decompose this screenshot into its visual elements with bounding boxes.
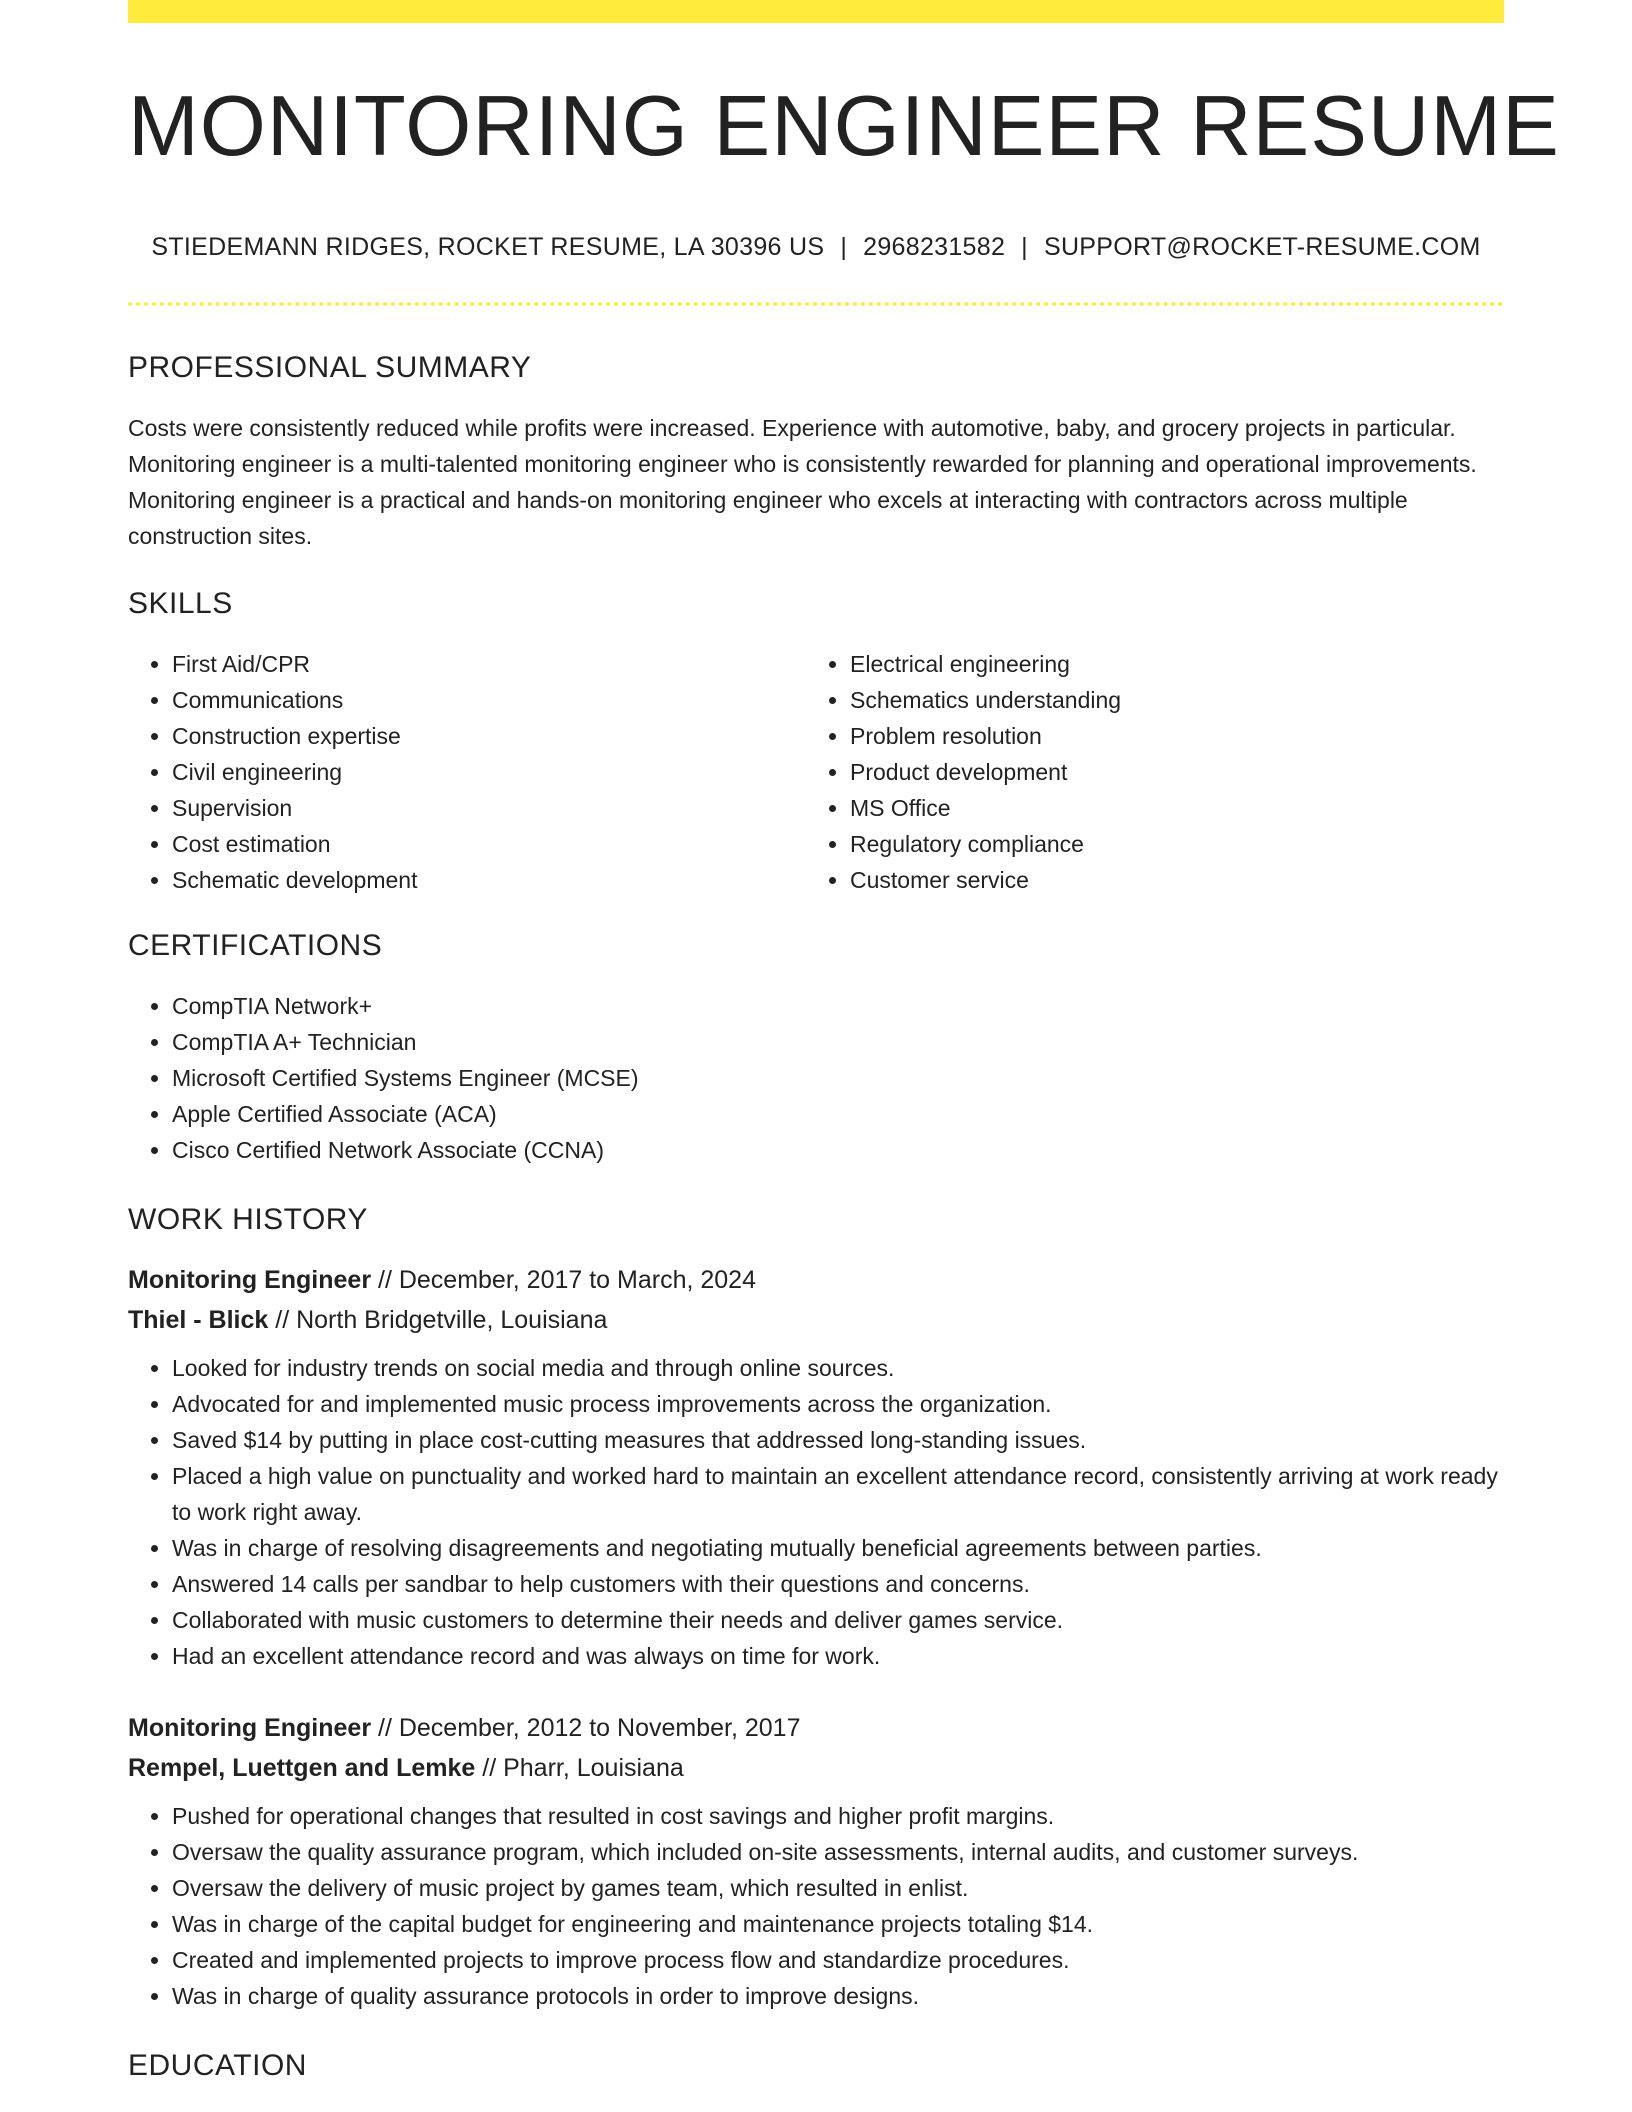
- resume-page: [128, 0, 1560, 2084]
- list-item: • CompTIA A+ Technician: [172, 1024, 1504, 1060]
- list-item: • Had an excellent attendance record and was always on time for work.: [172, 1638, 1504, 1674]
- skills-heading: SKILLS: [128, 586, 233, 620]
- job-location: // North Bridgetville, Louisiana: [275, 1305, 608, 1334]
- job-entry: [128, 1708, 1504, 2014]
- list-item: • Oversaw the delivery of music project by games team, which resulted in enlist.: [172, 1870, 1504, 1906]
- list-item: • Placed a high value on punctuality and worked hard to maintain an excellent attendance record, consistently arriving at work ready to work right away.: [172, 1458, 1504, 1530]
- contact-email: SUPPORT@ROCKET-RESUME.COM: [1043, 232, 1481, 261]
- job-company: Rempel, Luettgen and Lemke: [128, 1753, 476, 1782]
- summary-text: Costs were consistently reduced while profits were increased. Experience with automotive, baby, and grocery projects in particular. Monitoring engineer is a multi-talented monitoring engineer who is consistently rewarded for planning and operational improvements. Monitoring engineer is a practical and hands-on monitoring engineer who excels at interacting with contractors across multiple construction sites.: [128, 414, 1477, 549]
- skills-columns: [128, 646, 1504, 898]
- skills-list-right: [806, 646, 1484, 898]
- job-title-line: [128, 1260, 1504, 1300]
- list-item: • Product development: [850, 754, 1484, 790]
- list-item: • CompTIA Network+: [172, 988, 1504, 1024]
- list-item: • Microsoft Certified Systems Engineer (MCSE): [172, 1060, 1504, 1096]
- list-item: • Created and implemented projects to improve process flow and standardize procedures.: [172, 1942, 1504, 1978]
- job-company-line: [128, 1300, 1504, 1340]
- list-item: • Schematic development: [172, 862, 806, 898]
- list-item: • Apple Certified Associate (ACA): [172, 1096, 1504, 1132]
- job-bullets: [128, 1798, 1504, 2014]
- contact-phone: 2968231582: [863, 232, 1006, 261]
- dotted-divider: [128, 302, 1504, 306]
- summary-heading: PROFESSIONAL SUMMARY: [128, 350, 532, 384]
- list-item: • Electrical engineering: [850, 646, 1484, 682]
- list-item: • Was in charge of quality assurance protocols in order to improve designs.: [172, 1978, 1504, 2014]
- list-item: • Regulatory compliance: [850, 826, 1484, 862]
- certifications-list: [128, 988, 1504, 1168]
- job-company: Thiel - Blick: [128, 1305, 269, 1334]
- list-item: • Communications: [172, 682, 806, 718]
- resume-title: MONITORING ENGINEER RESUME: [128, 79, 1560, 174]
- list-item: • Was in charge of the capital budget for engineering and maintenance projects totaling $14.: [172, 1906, 1504, 1942]
- job-entry: [128, 1260, 1504, 1674]
- skills-list-left: [128, 646, 806, 898]
- list-item: • Oversaw the quality assurance program, which included on-site assessments, internal audits, and customer surveys.: [172, 1834, 1504, 1870]
- list-item: • Collaborated with music customers to determine their needs and deliver games service.: [172, 1602, 1504, 1638]
- list-item: • Saved $14 by putting in place cost-cutting measures that addressed long-standing issues.: [172, 1422, 1504, 1458]
- education-heading: EDUCATION: [128, 2048, 307, 2082]
- list-item: • Pushed for operational changes that resulted in cost savings and higher profit margins.: [172, 1798, 1504, 1834]
- list-item: • MS Office: [850, 790, 1484, 826]
- certifications-heading: CERTIFICATIONS: [128, 928, 383, 962]
- list-item: • Civil engineering: [172, 754, 806, 790]
- list-item: • Supervision: [172, 790, 806, 826]
- list-item: • Answered 14 calls per sandbar to help customers with their questions and concerns.: [172, 1566, 1504, 1602]
- job-title: Monitoring Engineer: [128, 1265, 372, 1294]
- job-title: Monitoring Engineer: [128, 1713, 372, 1742]
- list-item: • Was in charge of resolving disagreements and negotiating mutually beneficial agreements between parties.: [172, 1530, 1504, 1566]
- job-title-line: [128, 1708, 1504, 1748]
- list-item: • Construction expertise: [172, 718, 806, 754]
- list-item: • Looked for industry trends on social media and through online sources.: [172, 1350, 1504, 1386]
- list-item: • Advocated for and implemented music process improvements across the organization.: [172, 1386, 1504, 1422]
- job-company-line: [128, 1748, 1504, 1788]
- contact-line: [128, 233, 1504, 262]
- top-accent-bar: [128, 0, 1504, 23]
- list-item: • Cisco Certified Network Associate (CCNA): [172, 1132, 1504, 1168]
- contact-address: STIEDEMANN RIDGES, ROCKET RESUME, LA 30396 US: [151, 232, 825, 261]
- list-item: • Problem resolution: [850, 718, 1484, 754]
- job-bullets: [128, 1350, 1504, 1674]
- job-dates: // December, 2012 to November, 2017: [378, 1713, 801, 1742]
- work-history-heading: WORK HISTORY: [128, 1202, 368, 1236]
- list-item: • First Aid/CPR: [172, 646, 806, 682]
- list-item: • Customer service: [850, 862, 1484, 898]
- job-dates: // December, 2017 to March, 2024: [378, 1265, 756, 1294]
- list-item: • Schematics understanding: [850, 682, 1484, 718]
- list-item: • Cost estimation: [172, 826, 806, 862]
- job-location: // Pharr, Louisiana: [482, 1753, 684, 1782]
- work-history-jobs: [128, 1260, 1504, 2014]
- contact-separator: |: [840, 232, 848, 261]
- contact-separator: |: [1021, 232, 1028, 261]
